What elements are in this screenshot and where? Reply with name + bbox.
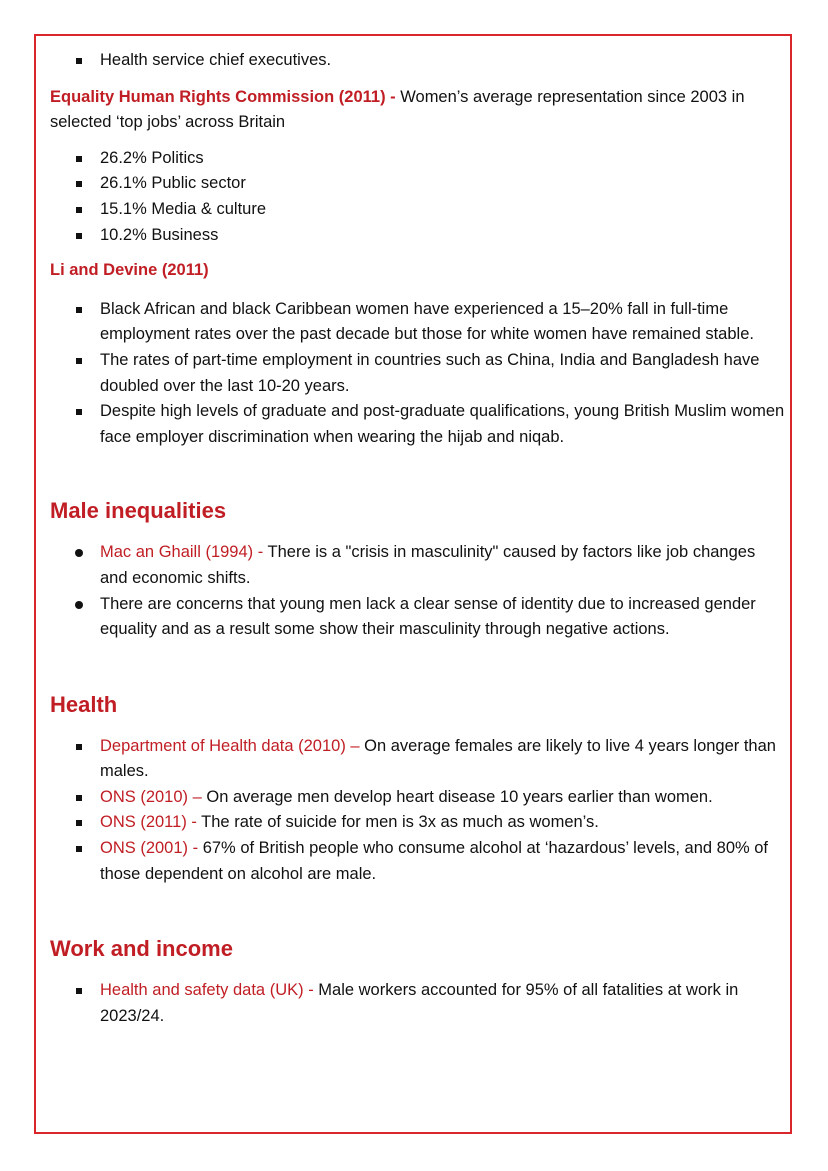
- ehrc-paragraph: [50, 85, 785, 136]
- item-text: The rates of part-time employment in countries such as China, India and Bangladesh have doubled over the last 10-20 years.: [100, 350, 760, 395]
- list-item: [50, 836, 785, 887]
- item-source: ONS (2011) -: [100, 813, 197, 832]
- list-item: [50, 810, 785, 836]
- male-list: [50, 540, 785, 642]
- item-text: Despite high levels of graduate and post-graduate qualifications, young British Muslim women face employer discrimination when wearing the hijab and niqab.: [100, 402, 785, 446]
- list-item: [50, 197, 785, 223]
- li-devine-list: [50, 297, 785, 451]
- item-text: 10.2% Business: [100, 225, 219, 244]
- heading-work-and-income: Work and income: [50, 936, 233, 962]
- item-text: Health service chief executives.: [100, 51, 332, 69]
- list-item: [50, 348, 785, 399]
- item-source: ONS (2010) –: [100, 787, 202, 806]
- item-source: Health and safety data (UK) -: [100, 981, 314, 1000]
- item-text: There are concerns that young men lack a clear sense of identity due to increased gender equality and as a result some show their masculinity through negative actions.: [100, 594, 756, 639]
- item-text: On average men develop heart disease 10 years earlier than women.: [201, 787, 713, 806]
- heading-health: Health: [50, 691, 118, 717]
- list-item: [50, 48, 785, 74]
- item-text: 15.1% Media & culture: [100, 199, 267, 218]
- list-item: [50, 785, 785, 811]
- item-text: There is a "crisis in masculinity" caused by factors like job changes and economic shifts.: [100, 543, 756, 587]
- item-text: On average females are likely to live 4 years longer than males.: [100, 736, 776, 781]
- item-text: Black African and black Caribbean women have experienced a 15–20% fall in full-time employment rates over the past decade but those for white women have remained stable.: [100, 299, 754, 344]
- list-item: [50, 540, 785, 591]
- list-item: [50, 146, 785, 172]
- item-text: 26.1% Public sector: [100, 174, 246, 193]
- ehrc-source: Equality Human Rights Commission (2011) -: [50, 87, 396, 106]
- item-text: Male workers accounted for 95% of all fatalities at work in 2023/24.: [100, 981, 739, 1025]
- list-item: [50, 592, 785, 643]
- item-text: The rate of suicide for men is 3x as much as women’s.: [196, 813, 599, 832]
- list-item: [50, 297, 785, 348]
- item-source: Mac an Ghaill (1994) -: [100, 543, 264, 562]
- work-list: [50, 978, 785, 1029]
- document-content: [50, 48, 785, 1029]
- li-devine-title: Li and Devine (2011): [50, 261, 209, 280]
- list-item: [50, 399, 785, 450]
- item-source: Department of Health data (2010) –: [100, 736, 360, 755]
- list-item: [50, 734, 785, 785]
- item-text: 26.2% Politics: [100, 148, 204, 167]
- list-item: [50, 223, 785, 249]
- item-source: ONS (2001) -: [100, 839, 199, 858]
- item-text: 67% of British people who consume alcohol at ‘hazardous’ levels, and 80% of those dependent on alcohol are male.: [100, 839, 769, 883]
- ehrc-text: Women’s average representation since 2003 in selected ‘top jobs’ across Britain: [50, 87, 745, 132]
- list-item: [50, 978, 785, 1029]
- intro-list: [50, 48, 785, 74]
- health-list: [50, 734, 785, 888]
- heading-male-inequalities: Male inequalities: [50, 498, 227, 524]
- list-item: [50, 171, 785, 197]
- ehrc-list: [50, 146, 785, 248]
